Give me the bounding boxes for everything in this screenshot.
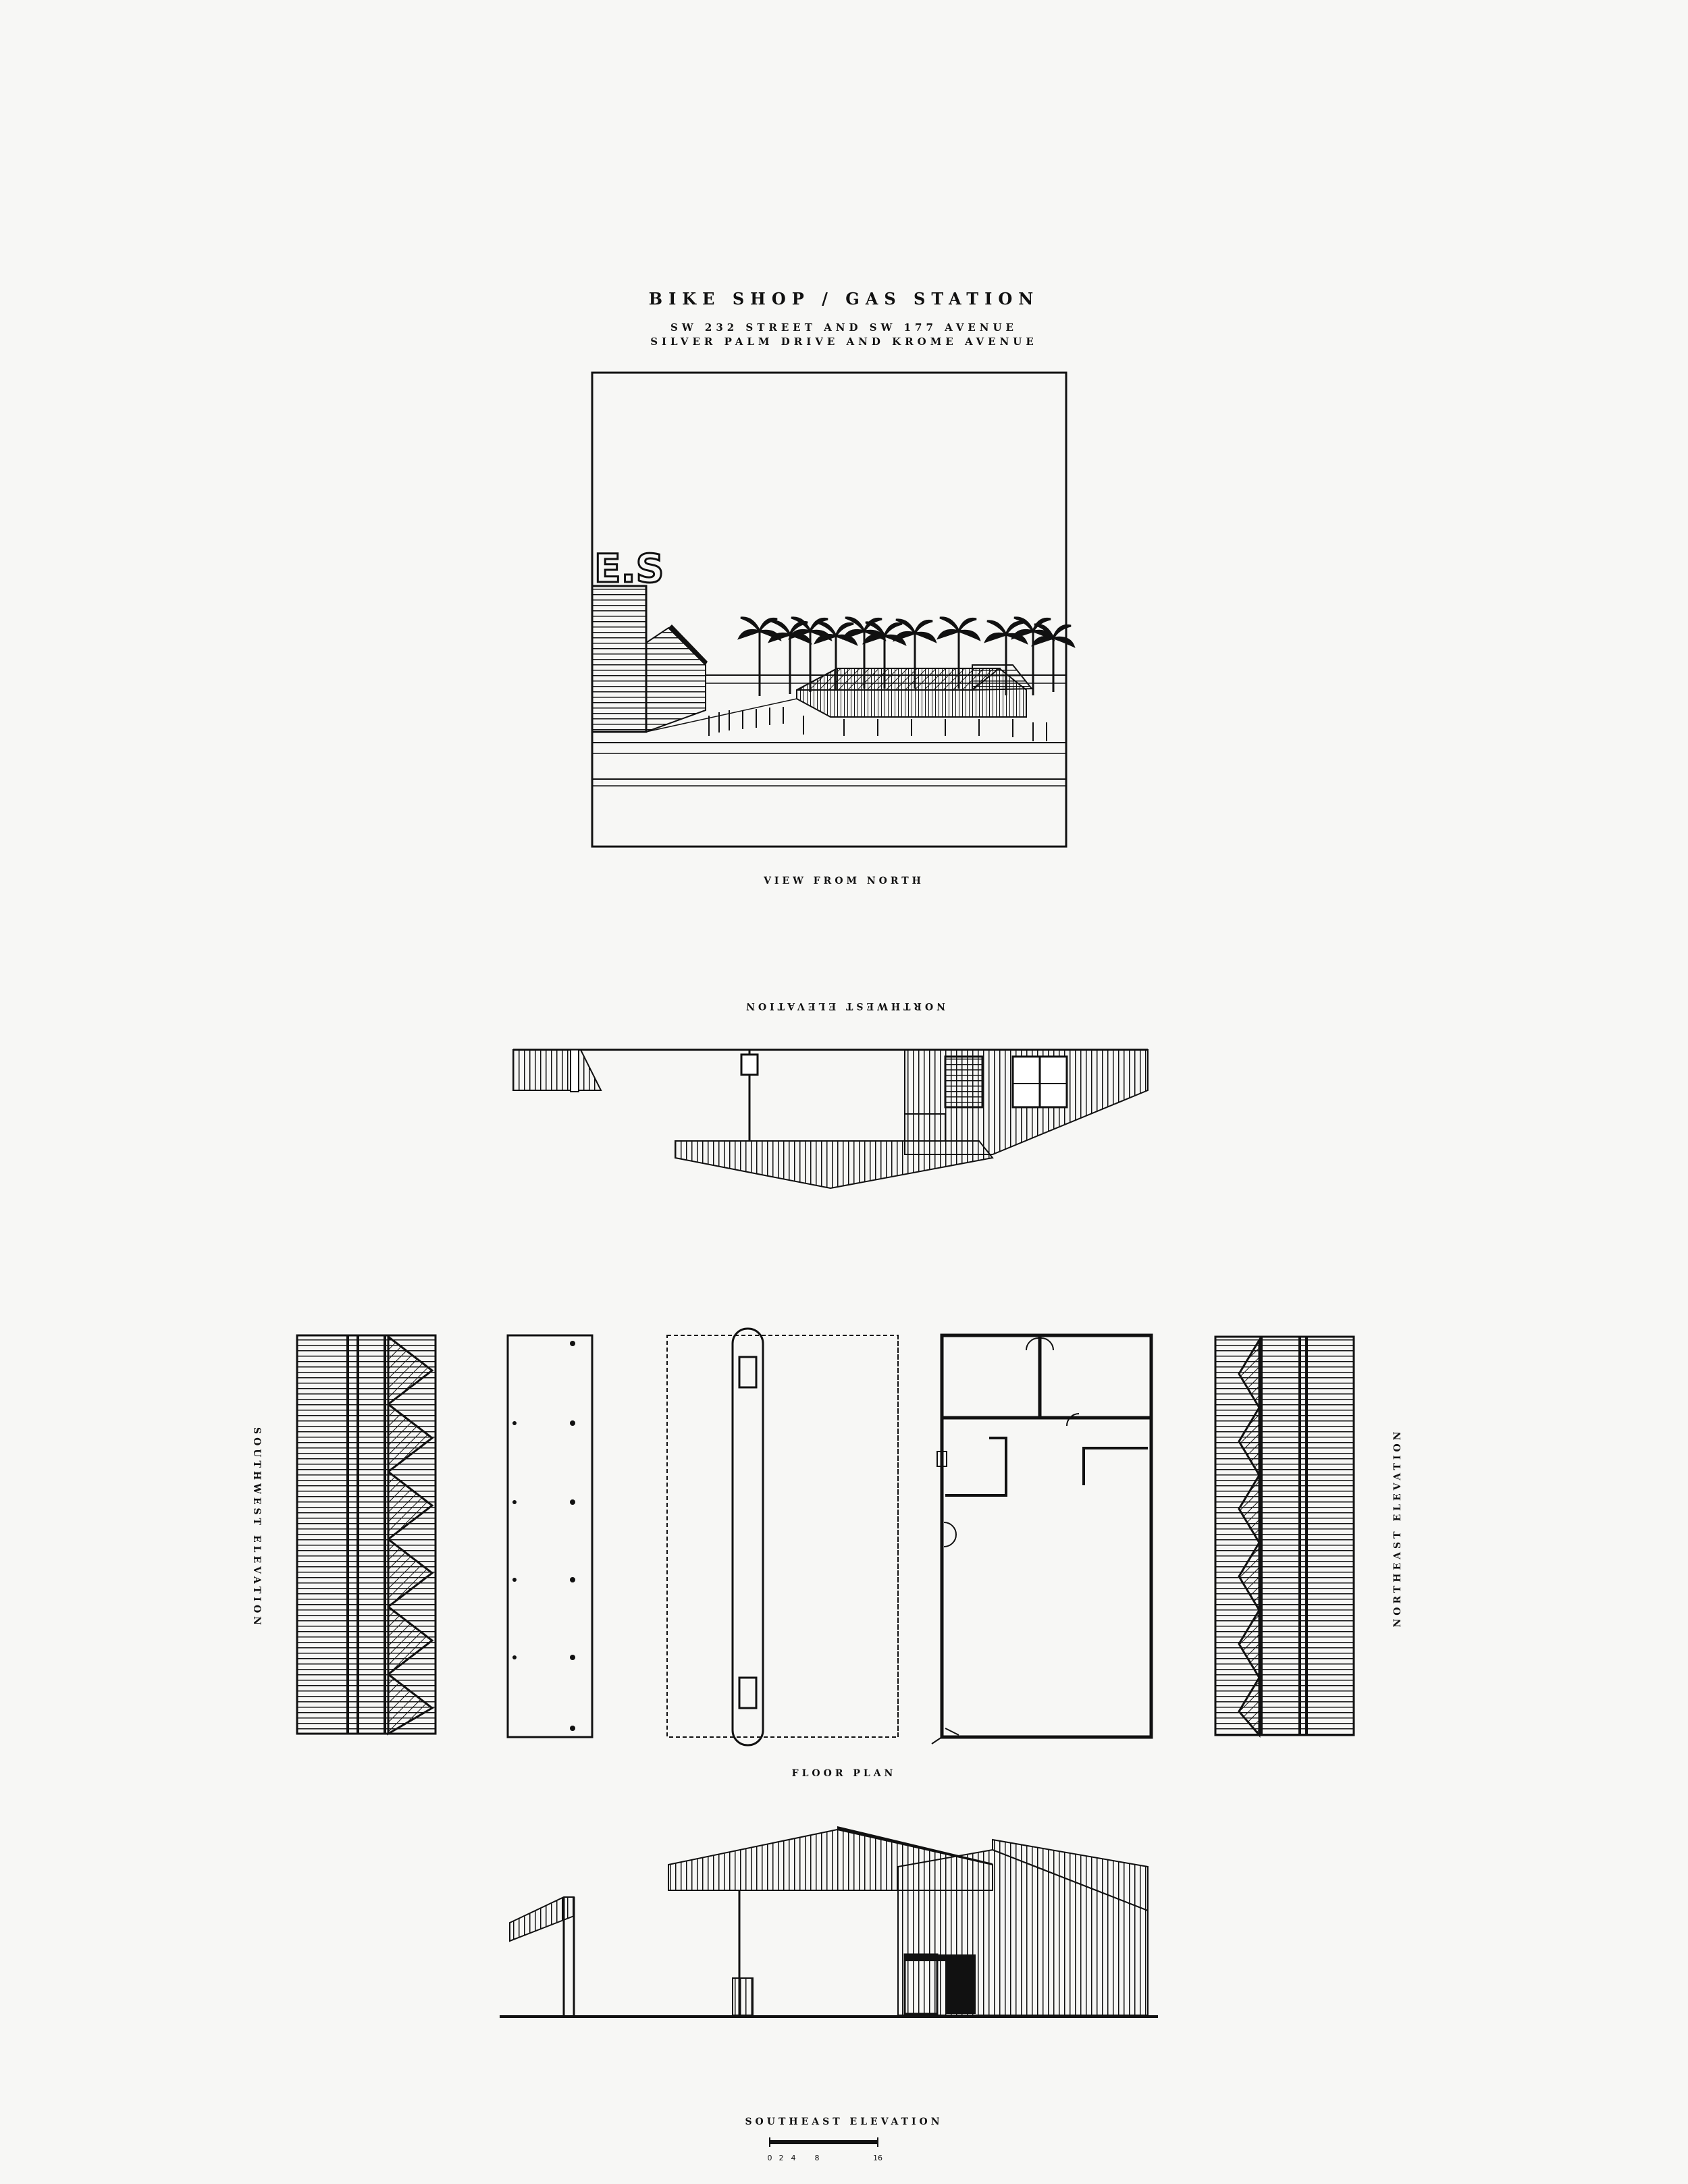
floor-plan <box>508 1329 1151 1745</box>
caption-southwest-elevation: SOUTHWEST ELEVATION <box>251 1427 262 1628</box>
left-building <box>646 624 708 732</box>
scale-label-8: 8 <box>814 2154 820 2162</box>
caption-northwest-elevation: NORTHWEST ELEVATION <box>743 1001 945 1011</box>
northeast-elevation <box>1215 1337 1354 1735</box>
address-line-2: SILVER PALM DRIVE AND KROME AVENUE <box>650 336 1038 348</box>
drawing-title: BIKE SHOP / GAS STATION <box>648 289 1040 309</box>
perspective-view <box>592 373 1074 847</box>
shop-building <box>942 1335 1151 1737</box>
scale-label-0: 0 <box>767 2154 772 2162</box>
scale-bar <box>768 2137 883 2162</box>
canopy-columns <box>512 1341 575 1731</box>
caption-floor-plan: FLOOR PLAN <box>791 1768 897 1779</box>
pump-island <box>733 1329 763 1745</box>
southwest-elevation <box>297 1335 436 1734</box>
caption-view-from-north: VIEW FROM NORTH <box>764 876 924 886</box>
pump-area <box>667 1335 898 1737</box>
canopy-roof-plan <box>508 1335 592 1737</box>
sign-lettering: E.S <box>594 545 664 591</box>
perspective-frame <box>592 373 1066 847</box>
caption-southeast-elevation: SOUTHEAST ELEVATION <box>745 2116 943 2127</box>
caption-northeast-elevation: NORTHEAST ELEVATION <box>1392 1428 1403 1628</box>
address-line-1: SW 232 STREET AND SW 177 AVENUE <box>670 321 1018 334</box>
scale-label-2: 2 <box>779 2154 784 2162</box>
scale-label-16: 16 <box>873 2154 882 2162</box>
northwest-elevation <box>513 1050 1148 1188</box>
distant-station-building <box>797 665 1032 717</box>
southeast-elevation <box>500 1826 1158 2017</box>
scale-label-4: 4 <box>791 2154 796 2162</box>
